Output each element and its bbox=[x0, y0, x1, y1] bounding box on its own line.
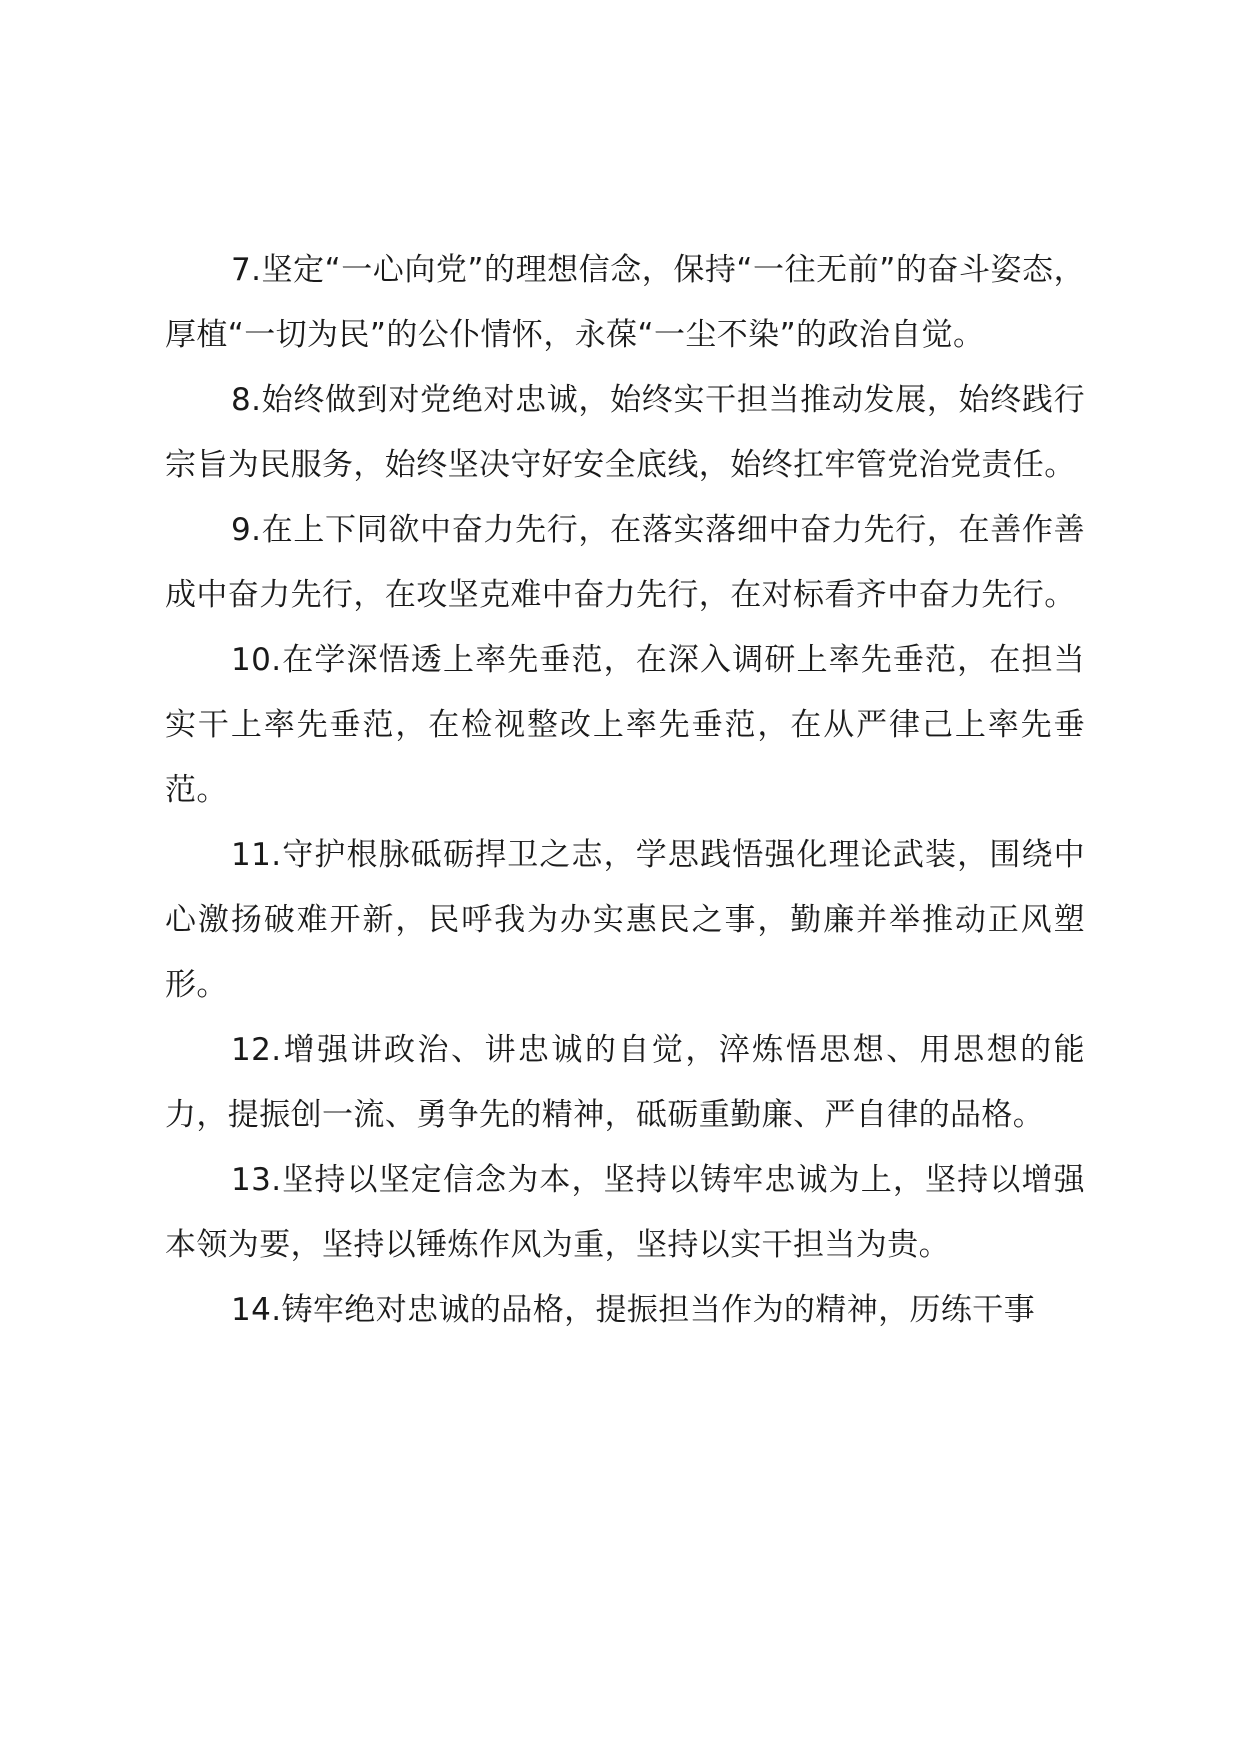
paragraph-14: 14.铸牢绝对忠诚的品格，提振担当作为的精神，历练干事 bbox=[231, 1292, 1036, 1328]
paragraph-11: 11.守护根脉砥砺捍卫之志，学思践悟强化理论武装，围绕中心激扬破难开新，民呼我为办实惠民之事，勤廉并举推动正风塑形。 bbox=[165, 837, 1085, 1003]
paragraph-13: 13.坚持以坚定信念为本，坚持以铸牢忠诚为上，坚持以增强本领为要，坚持以锤炼作风为重，坚持以实干担当为贵。 bbox=[165, 1162, 1085, 1263]
paragraph-12: 12.增强讲政治、讲忠诚的自觉，淬炼悟思想、用思想的能力，提振创一流、勇争先的精神，砥砺重勤廉、严自律的品格。 bbox=[165, 1032, 1085, 1133]
paragraph-8: 8.始终做到对党绝对忠诚，始终实干担当推动发展，始终践行宗旨为民服务，始终坚决守好安全底线，始终扛牢管党治党责任。 bbox=[165, 382, 1085, 483]
document-body bbox=[165, 238, 1085, 1343]
paragraph-9: 9.在上下同欲中奋力先行，在落实落细中奋力先行，在善作善成中奋力先行，在攻坚克难中奋力先行，在对标看齐中奋力先行。 bbox=[165, 512, 1085, 613]
paragraph-7: 7.坚定“一心向党”的理想信念，保持“一往无前”的奋斗姿态，厚植“一切为民”的公仆情怀，永葆“一尘不染”的政治自觉。 bbox=[165, 252, 1085, 353]
paragraph-10: 10.在学深悟透上率先垂范，在深入调研上率先垂范，在担当实干上率先垂范，在检视整改上率先垂范，在从严律己上率先垂范。 bbox=[165, 642, 1085, 808]
